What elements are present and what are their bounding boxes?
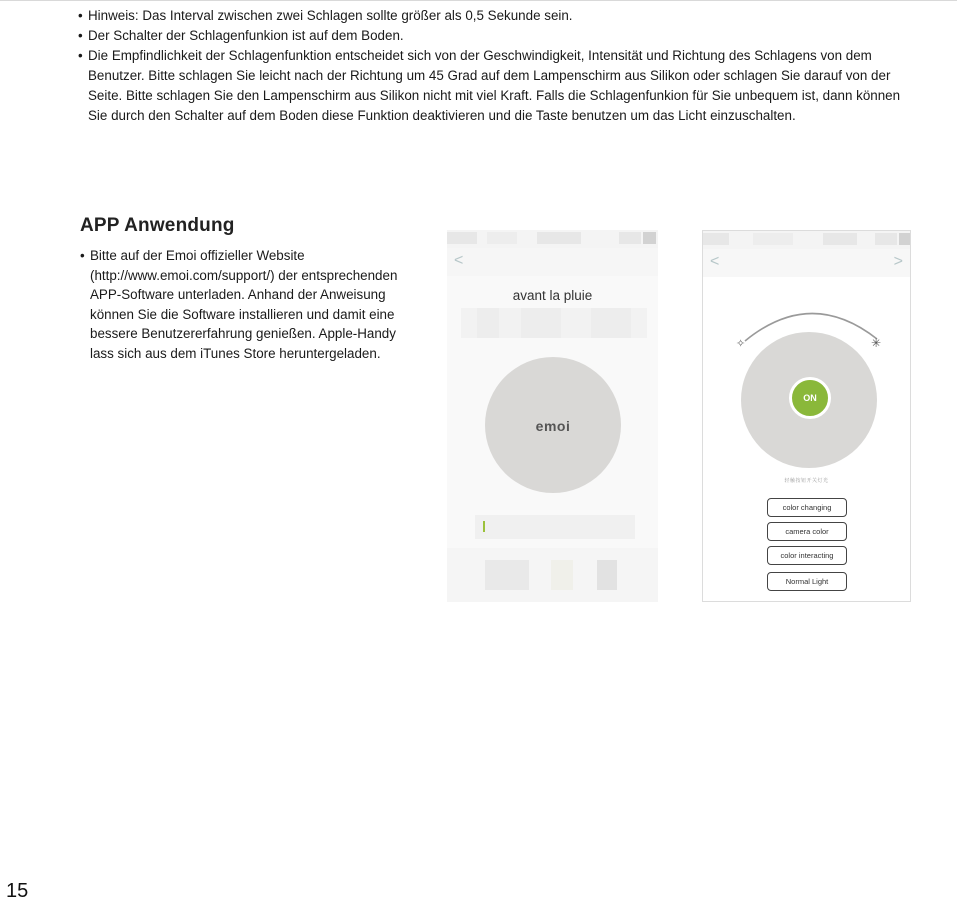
- bullet-sensitivity: • Die Empfindlichkeit der Schlagenfunktion entscheidet sich von der Geschwindigkeit, Intensität und Richtung des Schlagens von dem Benutzer. Bitte schlagen Sie leicht nach der Richtung um 45 Grad auf dem Lampenschirm aus Silikon oder schlagen Sie darauf von der Seite. Bitte schlagen Sie den Lampenschirm aus Silikon nicht mit viel Kraft. Falls die Schlagenfunkion für Sie unbequem ist, dann können Sie durch den Schalter auf dem Boden diese Funktion deaktivieren und die Taste benutzen um das Licht einzuschalten.: [78, 46, 918, 126]
- app-section-text: [80, 246, 400, 364]
- status-bar: [703, 231, 910, 249]
- hint-caption: 轻触按钮开关灯光: [784, 478, 829, 484]
- brightness-slider[interactable]: [475, 515, 635, 539]
- bullet-switch-location: • Der Schalter der Schlagenfunkion ist auf dem Boden.: [78, 26, 918, 46]
- color-changing-button[interactable]: color changing: [767, 498, 847, 517]
- back-chevron-icon[interactable]: <: [454, 252, 464, 269]
- lamp-control-circle[interactable]: [485, 357, 621, 493]
- camera-color-button[interactable]: camera color: [767, 522, 847, 541]
- bright-icon: ✳: [871, 336, 882, 350]
- dim-icon: ✧: [736, 337, 746, 350]
- tab-item[interactable]: [485, 560, 529, 590]
- bullet-hint-interval: • Hinweis: Das Interval zwischen zwei Schlagen sollte größer als 0,5 Sekunde sein.: [78, 6, 918, 26]
- normal-light-button[interactable]: Normal Light: [767, 572, 847, 591]
- page-number: 15: [6, 880, 29, 902]
- emoi-logo: emoi: [535, 418, 571, 434]
- scene-title: avant la pluie: [512, 288, 593, 303]
- app-section-heading: APP Anwendung: [80, 215, 235, 236]
- tab-item[interactable]: [551, 560, 573, 590]
- instruction-list: [78, 6, 918, 126]
- lamp-control-circle: [741, 332, 877, 468]
- nav-bar: [703, 249, 910, 277]
- back-chevron-icon[interactable]: <: [710, 253, 720, 270]
- nav-bar: [447, 248, 658, 276]
- forward-chevron-icon[interactable]: >: [893, 253, 903, 270]
- bottom-tab-bar: [447, 548, 658, 602]
- app-section-bullet: • Bitte auf der Emoi offizieller Website (http://www.emoi.com/support/) der entsprechenden APP-Software unterladen. Anhand der Anweisung können Sie die Software installieren und damit eine bessere Benutzererfahrung genießen. Apple-Handy lass sich aus dem iTunes Store heruntergeladen.: [80, 246, 400, 364]
- top-divider: [0, 0, 957, 1]
- phone-screenshot-home: [447, 230, 658, 602]
- slider-handle[interactable]: [483, 521, 485, 532]
- power-on-button[interactable]: ON: [789, 377, 831, 419]
- status-bar: [447, 230, 658, 248]
- phone-screenshot-light-modes: [702, 230, 911, 602]
- color-interacting-button[interactable]: color interacting: [767, 546, 847, 565]
- tab-item[interactable]: [597, 560, 617, 590]
- blurred-field: [461, 308, 647, 338]
